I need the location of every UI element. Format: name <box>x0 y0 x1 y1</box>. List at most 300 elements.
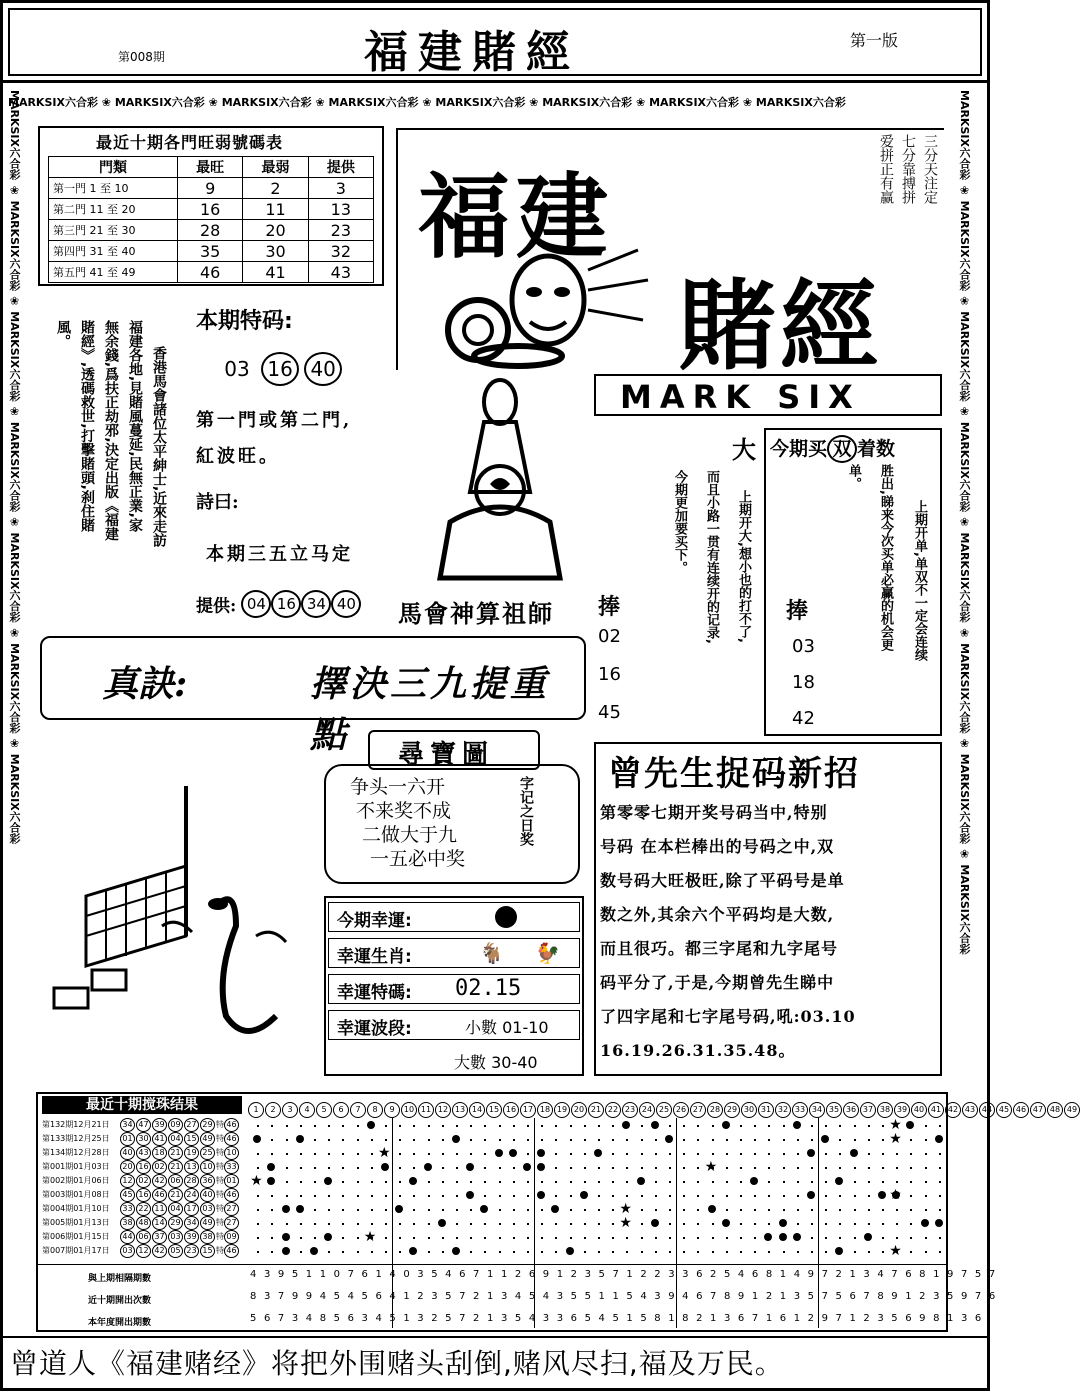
grid-dot <box>910 1195 912 1197</box>
grid-dot <box>783 1181 785 1183</box>
grid-dot <box>499 1181 501 1183</box>
grid-dot <box>641 1209 643 1211</box>
result-mark <box>793 1233 801 1241</box>
grid-dot <box>286 1181 288 1183</box>
snake-illustration-icon <box>36 776 316 1066</box>
draw-special-ball: 01 <box>224 1174 239 1188</box>
grid-dot <box>499 1139 501 1141</box>
grid-dot <box>797 1195 799 1197</box>
grid-dot <box>740 1223 742 1225</box>
draw-ball: 39 <box>184 1230 199 1244</box>
grid-dot <box>527 1251 529 1253</box>
col-door: 門類 <box>49 157 178 178</box>
grid-dot <box>783 1139 785 1141</box>
draw-ball: 43 <box>136 1146 151 1160</box>
grid-dot <box>896 1153 898 1155</box>
special-label-mark: 特 <box>216 1232 224 1241</box>
grid-dot <box>896 1181 898 1183</box>
grid-dot <box>513 1181 515 1183</box>
grid-dot <box>797 1209 799 1211</box>
ball-number-header: 9 <box>384 1102 400 1118</box>
grid-dot <box>371 1251 373 1253</box>
grid-dot <box>484 1167 486 1169</box>
luck-label-2: 幸運生肖: <box>337 947 412 967</box>
grid-dot <box>598 1125 600 1127</box>
grid-dot <box>783 1209 785 1211</box>
grid-dot <box>910 1237 912 1239</box>
draw-ball: 29 <box>168 1216 183 1230</box>
luck-value-3: 02.15 <box>455 976 522 1001</box>
grid-dot <box>683 1125 685 1127</box>
grid-dot <box>811 1237 813 1239</box>
grid-dot <box>726 1181 728 1183</box>
draw-row <box>42 1132 240 1146</box>
grid-dot <box>371 1167 373 1169</box>
grid-dot <box>342 1181 344 1183</box>
ball-number-header: 47 <box>1030 1102 1046 1118</box>
provide-number-2: 16 <box>271 590 301 618</box>
result-mark <box>835 1177 843 1185</box>
draw-ball: 25 <box>200 1146 215 1160</box>
draw-ball: 12 <box>136 1244 151 1258</box>
grid-dot <box>385 1223 387 1225</box>
grid-dot <box>811 1223 813 1225</box>
grid-dot <box>598 1195 600 1197</box>
result-mark <box>452 1247 460 1255</box>
masthead-title-2: 賭經 <box>678 269 883 384</box>
grid-dot <box>342 1125 344 1127</box>
grid-dot <box>726 1139 728 1141</box>
grid-dot <box>712 1139 714 1141</box>
grid-dot <box>768 1139 770 1141</box>
grid-dot <box>811 1181 813 1183</box>
grid-dot <box>314 1181 316 1183</box>
zeng-title: 曾先生捉码新招 <box>608 754 860 794</box>
grid-dot <box>712 1237 714 1239</box>
grid-dot <box>854 1223 856 1225</box>
ball-number-header: 14 <box>469 1102 485 1118</box>
grid-dot <box>271 1223 273 1225</box>
grid-dot <box>357 1251 359 1253</box>
grid-dot <box>456 1181 458 1183</box>
result-mark <box>551 1205 559 1213</box>
grid-dot <box>470 1153 472 1155</box>
grid-dot <box>570 1209 572 1211</box>
grid-dot <box>754 1139 756 1141</box>
grid-dot <box>626 1251 628 1253</box>
grid-dot <box>314 1167 316 1169</box>
ball-number-header: 19 <box>554 1102 570 1118</box>
grid-dot <box>854 1237 856 1239</box>
draw-ball: 13 <box>184 1160 199 1174</box>
ball-number-header: 38 <box>877 1102 893 1118</box>
result-mark <box>509 1149 517 1157</box>
grid-dot <box>754 1223 756 1225</box>
result-mark <box>523 1163 531 1171</box>
grid-dot <box>641 1125 643 1127</box>
draw-ball: 30 <box>136 1132 151 1146</box>
ball-number-header: 39 <box>894 1102 910 1118</box>
grid-dot <box>612 1251 614 1253</box>
luck-box <box>324 896 584 1076</box>
ball-number-header: 26 <box>673 1102 689 1118</box>
grid-dot <box>271 1153 273 1155</box>
grid-dot <box>541 1251 543 1253</box>
result-mark <box>779 1219 787 1227</box>
grid-dot <box>428 1195 430 1197</box>
grid-dot <box>371 1209 373 1211</box>
grid-dot <box>768 1153 770 1155</box>
stat-label: 與上期相隔期數 <box>88 1274 152 1284</box>
luck-row-2 <box>328 938 580 968</box>
grid-dot <box>399 1237 401 1239</box>
grid-dot <box>740 1181 742 1183</box>
rooster-icon: 🐓 <box>535 941 560 965</box>
table-row <box>49 262 374 283</box>
stat-values: 8 3 7 9 9 4 5 4 5 6 4 1 2 3 5 7 2 1 3 4 5 4 3 5 5 1 1 5 4 3 9 4 6 7 8 9 1 2 1 3 5 7 5 6 7 8 9 1 2 3 5 9 7 6 <box>250 1291 998 1302</box>
grid-dot <box>371 1195 373 1197</box>
grid-dot <box>768 1167 770 1169</box>
grid-dot <box>470 1139 472 1141</box>
draw-row <box>42 1216 240 1230</box>
result-mark <box>935 1219 943 1227</box>
result-mark <box>537 1163 545 1171</box>
result-mark <box>282 1205 290 1213</box>
grid-dot <box>598 1181 600 1183</box>
result-mark <box>850 1149 858 1157</box>
draw-ball: 42 <box>152 1174 167 1188</box>
grid-dot <box>712 1223 714 1225</box>
grid-dot <box>839 1125 841 1127</box>
grid-dot <box>470 1237 472 1239</box>
draw-ball: 37 <box>152 1230 167 1244</box>
ball-number-header: 42 <box>945 1102 961 1118</box>
grid-dot <box>825 1223 827 1225</box>
grid-dot <box>470 1223 472 1225</box>
grid-dot <box>896 1209 898 1211</box>
result-mark <box>395 1205 403 1213</box>
grid-dot <box>655 1251 657 1253</box>
special-star: ★ <box>889 1117 902 1133</box>
draw-ball: 44 <box>120 1230 135 1244</box>
grid-dot <box>669 1223 671 1225</box>
draw-special-ball: 46 <box>224 1244 239 1258</box>
cold-cell: 11 <box>243 199 308 220</box>
left-pick-number-1: 02 <box>598 626 621 647</box>
grid-dot <box>868 1251 870 1253</box>
provide-cell: 3 <box>308 178 373 199</box>
header-title: 福建賭經 <box>364 27 580 78</box>
draw-ball: 15 <box>200 1244 215 1258</box>
grid-dot <box>655 1181 657 1183</box>
grid-dot <box>697 1223 699 1225</box>
special-label-mark: 特 <box>216 1218 224 1227</box>
grid-dot <box>300 1167 302 1169</box>
grid-dot <box>484 1223 486 1225</box>
grid-dot <box>385 1181 387 1183</box>
special-label-mark: 特 <box>216 1246 224 1255</box>
provide-number-1: 04 <box>241 590 271 618</box>
grid-dot <box>484 1125 486 1127</box>
grid-dot <box>939 1153 941 1155</box>
grid-dot <box>385 1209 387 1211</box>
grid-dot <box>712 1153 714 1155</box>
results-box <box>36 1092 1078 1332</box>
grid-dot <box>683 1195 685 1197</box>
grid-dot <box>371 1223 373 1225</box>
grid-dot <box>584 1237 586 1239</box>
result-mark <box>409 1177 417 1185</box>
grid-dot <box>910 1209 912 1211</box>
grid-dot <box>399 1167 401 1169</box>
grid-dot <box>882 1251 884 1253</box>
result-mark <box>566 1247 574 1255</box>
result-mark <box>296 1205 304 1213</box>
special-label-mark: 特 <box>216 1176 224 1185</box>
grid-dot <box>513 1125 515 1127</box>
draw-ball: 02 <box>152 1160 167 1174</box>
result-mark <box>267 1177 275 1185</box>
grid-dot <box>413 1237 415 1239</box>
grid-dot <box>669 1153 671 1155</box>
grid-dot <box>598 1251 600 1253</box>
ball-number-header: 27 <box>690 1102 706 1118</box>
result-mark <box>807 1191 815 1199</box>
draw-ball: 39 <box>152 1118 167 1132</box>
footer-rule <box>0 1336 990 1338</box>
luck-row-1 <box>328 902 580 932</box>
draw-ball: 40 <box>200 1188 215 1202</box>
grid-dot <box>740 1153 742 1155</box>
grid-dot <box>868 1181 870 1183</box>
grid-dot <box>797 1223 799 1225</box>
grid-dot <box>768 1181 770 1183</box>
bet-title-circle: 双 <box>827 435 857 463</box>
result-mark <box>906 1121 914 1129</box>
grid-dot <box>854 1181 856 1183</box>
grid-dot <box>882 1181 884 1183</box>
result-mark <box>267 1163 275 1171</box>
grid-dot <box>740 1251 742 1253</box>
grid-dot <box>257 1237 259 1239</box>
door-cell: 第四門 31 至 40 <box>49 241 178 262</box>
grid-dot <box>428 1125 430 1127</box>
grid-dot <box>541 1223 543 1225</box>
header-bar <box>8 8 982 76</box>
grid-dot <box>314 1139 316 1141</box>
grid-dot <box>754 1209 756 1211</box>
hot-cell: 16 <box>178 199 243 220</box>
grid-dot <box>555 1139 557 1141</box>
grid-dot <box>669 1251 671 1253</box>
ball-number-header: 12 <box>435 1102 451 1118</box>
secret-text: 擇決三九提重點 <box>310 663 551 756</box>
grid-dot <box>300 1237 302 1239</box>
grid-dot <box>612 1237 614 1239</box>
grid-dot <box>683 1153 685 1155</box>
bet-col-1: 今期更加要买下。 <box>672 470 687 574</box>
draw-label: 第001期01月03日 <box>42 1162 110 1171</box>
grid-dot <box>697 1125 699 1127</box>
ball-number-header: 11 <box>418 1102 434 1118</box>
grid-dot <box>428 1209 430 1211</box>
grid-dot <box>342 1223 344 1225</box>
grid-dot <box>726 1209 728 1211</box>
grid-dot <box>357 1181 359 1183</box>
border-right: MARKSIX六合彩 ❀ MARKSIX六合彩 ❀ MARKSIX六合彩 ❀ MARKSIX六合彩 ❀ MARKSIX六合彩 ❀ MARKSIX六合彩 ❀ MARKSIX六合彩 ❀ MARKSIX六合彩 <box>958 90 971 955</box>
grid-dot <box>399 1251 401 1253</box>
ball-number-header: 30 <box>741 1102 757 1118</box>
grid-dot <box>797 1139 799 1141</box>
grid-dot <box>286 1139 288 1141</box>
grid-dot <box>683 1237 685 1239</box>
ball-number-header: 43 <box>962 1102 978 1118</box>
ball-number-header: 7 <box>350 1102 366 1118</box>
grid-dot <box>385 1125 387 1127</box>
special-star: ★ <box>619 1215 632 1231</box>
draw-ball: 03 <box>168 1230 183 1244</box>
zeng-line-2: 号码 在本栏棒出的号码之中,双 <box>600 837 835 856</box>
grid-dot <box>754 1167 756 1169</box>
draw-ball: 49 <box>200 1216 215 1230</box>
grid-dot <box>499 1237 501 1239</box>
draw-ball: 36 <box>200 1174 215 1188</box>
grid-dot <box>484 1153 486 1155</box>
grid-dot <box>555 1181 557 1183</box>
grid-dot <box>399 1181 401 1183</box>
draw-label: 第005期01月13日 <box>42 1218 110 1227</box>
grid-dot <box>257 1251 259 1253</box>
grid-dot <box>470 1209 472 1211</box>
grid-dot <box>442 1139 444 1141</box>
grid-dot <box>328 1139 330 1141</box>
grid-dot <box>683 1251 685 1253</box>
grid-dot <box>768 1251 770 1253</box>
treasure-line-2: 不来奖不成 <box>356 800 452 822</box>
grid-dot <box>570 1223 572 1225</box>
hot-cell: 9 <box>178 178 243 199</box>
grid-dot <box>357 1209 359 1211</box>
grid-dot <box>456 1125 458 1127</box>
draw-ball: 34 <box>120 1118 135 1132</box>
grid-dot <box>499 1125 501 1127</box>
grid-dot <box>371 1153 373 1155</box>
door-cell: 第五門 41 至 49 <box>49 262 178 283</box>
intro-column-2: 福建各地,見賭風蔓延,民無正業,家 <box>127 320 143 532</box>
bet-col-5: 胜出,睇来今次买单必赢的机会更 <box>878 464 893 651</box>
grid-dot <box>655 1153 657 1155</box>
grid-dot <box>939 1195 941 1197</box>
grid-dot <box>598 1167 600 1169</box>
grid-dot <box>839 1195 841 1197</box>
draw-special-ball: 46 <box>224 1132 239 1146</box>
grid-dot <box>882 1209 884 1211</box>
special-star: ★ <box>363 1229 377 1245</box>
grid-dot <box>925 1237 927 1239</box>
grid-dot <box>655 1167 657 1169</box>
grid-dot <box>428 1251 430 1253</box>
grid-dot <box>442 1167 444 1169</box>
ball-number-header: 28 <box>707 1102 723 1118</box>
draw-label: 第133期12月25日 <box>42 1134 110 1143</box>
result-mark <box>466 1191 474 1199</box>
grid-dot <box>626 1237 628 1239</box>
grid-dot <box>300 1153 302 1155</box>
special-label: 本期特码: <box>196 309 293 334</box>
bet-title-main: 今期买 <box>770 438 828 460</box>
result-mark <box>409 1247 417 1255</box>
provide-label: 提供: <box>196 596 237 617</box>
header-rule <box>0 80 990 83</box>
grid-dot <box>555 1223 557 1225</box>
draw-label: 第004期01月10日 <box>42 1204 110 1213</box>
grid-dot <box>939 1125 941 1127</box>
result-mark <box>637 1177 645 1185</box>
grid-dot <box>925 1195 927 1197</box>
draw-ball: 03 <box>120 1244 135 1258</box>
grid-dot <box>584 1139 586 1141</box>
grid-dot <box>612 1153 614 1155</box>
grid-dot <box>626 1195 628 1197</box>
result-mark <box>835 1247 843 1255</box>
draw-ball: 27 <box>184 1118 199 1132</box>
draw-ball: 40 <box>120 1146 135 1160</box>
grid-dot <box>399 1195 401 1197</box>
grid-dot <box>286 1195 288 1197</box>
result-mark <box>864 1233 872 1241</box>
zeng-box <box>594 742 942 1076</box>
border-top: MARKSIX六合彩 ❀ MARKSIX六合彩 ❀ MARKSIX六合彩 ❀ MARKSIX六合彩 ❀ MARKSIX六合彩 ❀ MARKSIX六合彩 ❀ MARKSIX六合彩 ❀ MARKSIX六合彩 <box>8 96 846 109</box>
grid-dot <box>797 1251 799 1253</box>
grid-dot <box>428 1181 430 1183</box>
grid-dot <box>896 1223 898 1225</box>
ball-number-header: 33 <box>792 1102 808 1118</box>
treasure-line-1: 争头一六开 <box>350 776 446 798</box>
draw-special-ball: 33 <box>224 1160 239 1174</box>
grid-dot <box>584 1209 586 1211</box>
draw-ball: 14 <box>152 1216 167 1230</box>
grid-dot <box>726 1153 728 1155</box>
draw-ball: 10 <box>200 1160 215 1174</box>
grid-dot <box>939 1167 941 1169</box>
grid-dot <box>314 1237 316 1239</box>
draw-ball: 38 <box>120 1216 135 1230</box>
hot-cold-table <box>48 156 374 283</box>
grid-dot <box>428 1223 430 1225</box>
grid-dot <box>456 1209 458 1211</box>
grid-dot <box>456 1223 458 1225</box>
grid-dot <box>328 1167 330 1169</box>
grid-dot <box>570 1167 572 1169</box>
grid-dot <box>626 1153 628 1155</box>
grid-dot <box>811 1125 813 1127</box>
grid-dot <box>513 1209 515 1211</box>
ball-number-header: 32 <box>775 1102 791 1118</box>
stat-values: 5 6 7 3 4 8 5 6 3 4 5 1 3 2 5 7 2 1 3 5 4 3 3 6 5 4 5 1 5 8 1 8 2 1 3 6 7 1 6 1 2 9 7 1 2 3 5 6 9 8 1 3 6 <box>250 1313 984 1324</box>
left-pick-number-3: 45 <box>598 702 621 723</box>
grid-dot <box>712 1125 714 1127</box>
grid-dot <box>768 1223 770 1225</box>
bet-pick-label: 捧 <box>786 599 809 624</box>
grid-dot <box>342 1167 344 1169</box>
luck-row-4 <box>328 1010 580 1040</box>
intro-column-5: 風。 <box>55 320 71 348</box>
grid-dot <box>825 1125 827 1127</box>
result-mark <box>480 1205 488 1213</box>
stats-section <box>38 1264 998 1333</box>
grid-dot <box>939 1181 941 1183</box>
grid-dot <box>925 1125 927 1127</box>
